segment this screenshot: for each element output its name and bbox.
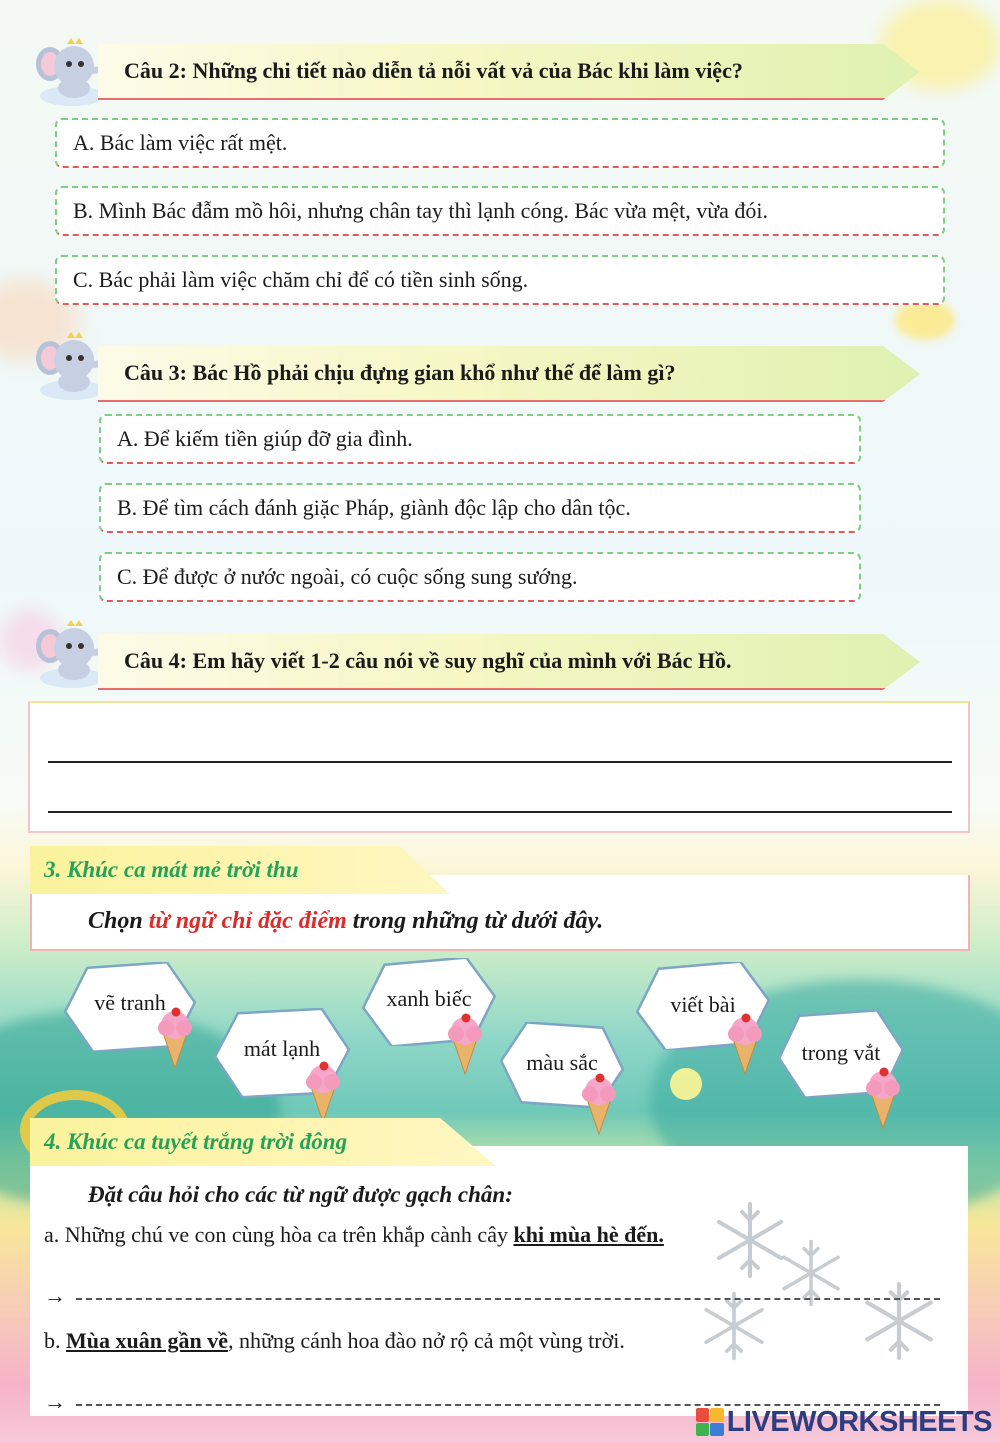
- word-label: mát lạnh: [243, 1036, 321, 1061]
- liveworksheets-logo[interactable]: [696, 1405, 992, 1439]
- word-label: viết bài: [670, 992, 736, 1017]
- word-label: màu sắc: [526, 1050, 598, 1075]
- section-3-instruction: [88, 908, 603, 935]
- sentence-b-text: , những cánh hoa đào nở rộ cả một vùng trời.: [227, 1328, 625, 1353]
- question-4-title: Câu 4: Em hãy viết 1-2 câu nói về suy nghĩ của mình với Bác Hồ.: [124, 648, 732, 673]
- elephant-mascot-icon: [34, 36, 108, 108]
- ice-cream-icon: [578, 1072, 620, 1141]
- q3-option-a[interactable]: A. Để kiếm tiền giúp đỡ gia đình.: [99, 414, 861, 464]
- sentence-a-underlined: khi mùa hè đến.: [513, 1222, 664, 1247]
- ice-cream-icon: [444, 1012, 486, 1081]
- instruction-pre: Chọn: [88, 908, 149, 934]
- answer-line-2[interactable]: [48, 811, 952, 813]
- answer-line-1[interactable]: [48, 761, 952, 763]
- sentence-b: [44, 1328, 625, 1354]
- answer-a-line[interactable]: [76, 1298, 940, 1300]
- logo-text: LIVEWORKSHEETS: [726, 1405, 992, 1438]
- ice-cream-icon: [862, 1066, 904, 1135]
- word-label: xanh biếc: [386, 986, 472, 1011]
- q3-option-b[interactable]: B. Để tìm cách đánh giặc Pháp, giành độc lập cho dân tộc.: [99, 483, 861, 533]
- ice-cream-icon: [154, 1006, 196, 1075]
- ice-cream-icon: [724, 1012, 766, 1081]
- sentence-b-prefix: b.: [44, 1328, 66, 1353]
- q2-option-c[interactable]: C. Bác phải làm việc chăm chỉ để có tiền sinh sống.: [55, 255, 945, 305]
- section-3-title: 3. Khúc ca mát mẻ trời thu: [44, 857, 299, 882]
- answer-a[interactable]: [44, 1284, 940, 1308]
- word-label: trong vắt: [801, 1040, 881, 1065]
- sentence-b-underlined: Mùa xuân gần về: [66, 1328, 228, 1353]
- liveworksheets-badge-icon: [696, 1408, 724, 1436]
- sentence-a: [44, 1222, 664, 1248]
- q3-option-c[interactable]: C. Để được ở nước ngoài, có cuộc sống sung sướng.: [99, 552, 861, 602]
- arrow-icon: →: [44, 1283, 66, 1308]
- elephant-mascot-icon: [34, 330, 108, 402]
- q4-answer-box[interactable]: [28, 701, 970, 833]
- section-4-instruction: Đặt câu hỏi cho các từ ngữ được gạch chân:: [88, 1182, 513, 1207]
- arrow-icon: →: [44, 1389, 66, 1414]
- instruction-post: trong những từ dưới đây.: [346, 908, 604, 934]
- elephant-mascot-icon: [34, 618, 108, 690]
- word-label: vẽ tranh: [94, 990, 166, 1015]
- q2-option-a[interactable]: A. Bác làm việc rất mệt.: [55, 118, 945, 168]
- section-4-title: 4. Khúc ca tuyết trắng trời đông: [44, 1129, 348, 1154]
- question-2-title: Câu 2: Những chi tiết nào diễn tả nỗi vất vả của Bác khi làm việc?: [124, 58, 743, 83]
- q2-option-b[interactable]: B. Mình Bác đẫm mồ hôi, nhưng chân tay thì lạnh cóng. Bác vừa mệt, vừa đói.: [55, 186, 945, 236]
- question-3-title: Câu 3: Bác Hồ phải chịu đựng gian khổ như thế để làm gì?: [124, 360, 676, 385]
- instruction-highlight: từ ngữ chỉ đặc điểm: [148, 908, 347, 934]
- sentence-a-text: a. Những chú ve con cùng hòa ca trên khắp cành cây: [44, 1222, 514, 1247]
